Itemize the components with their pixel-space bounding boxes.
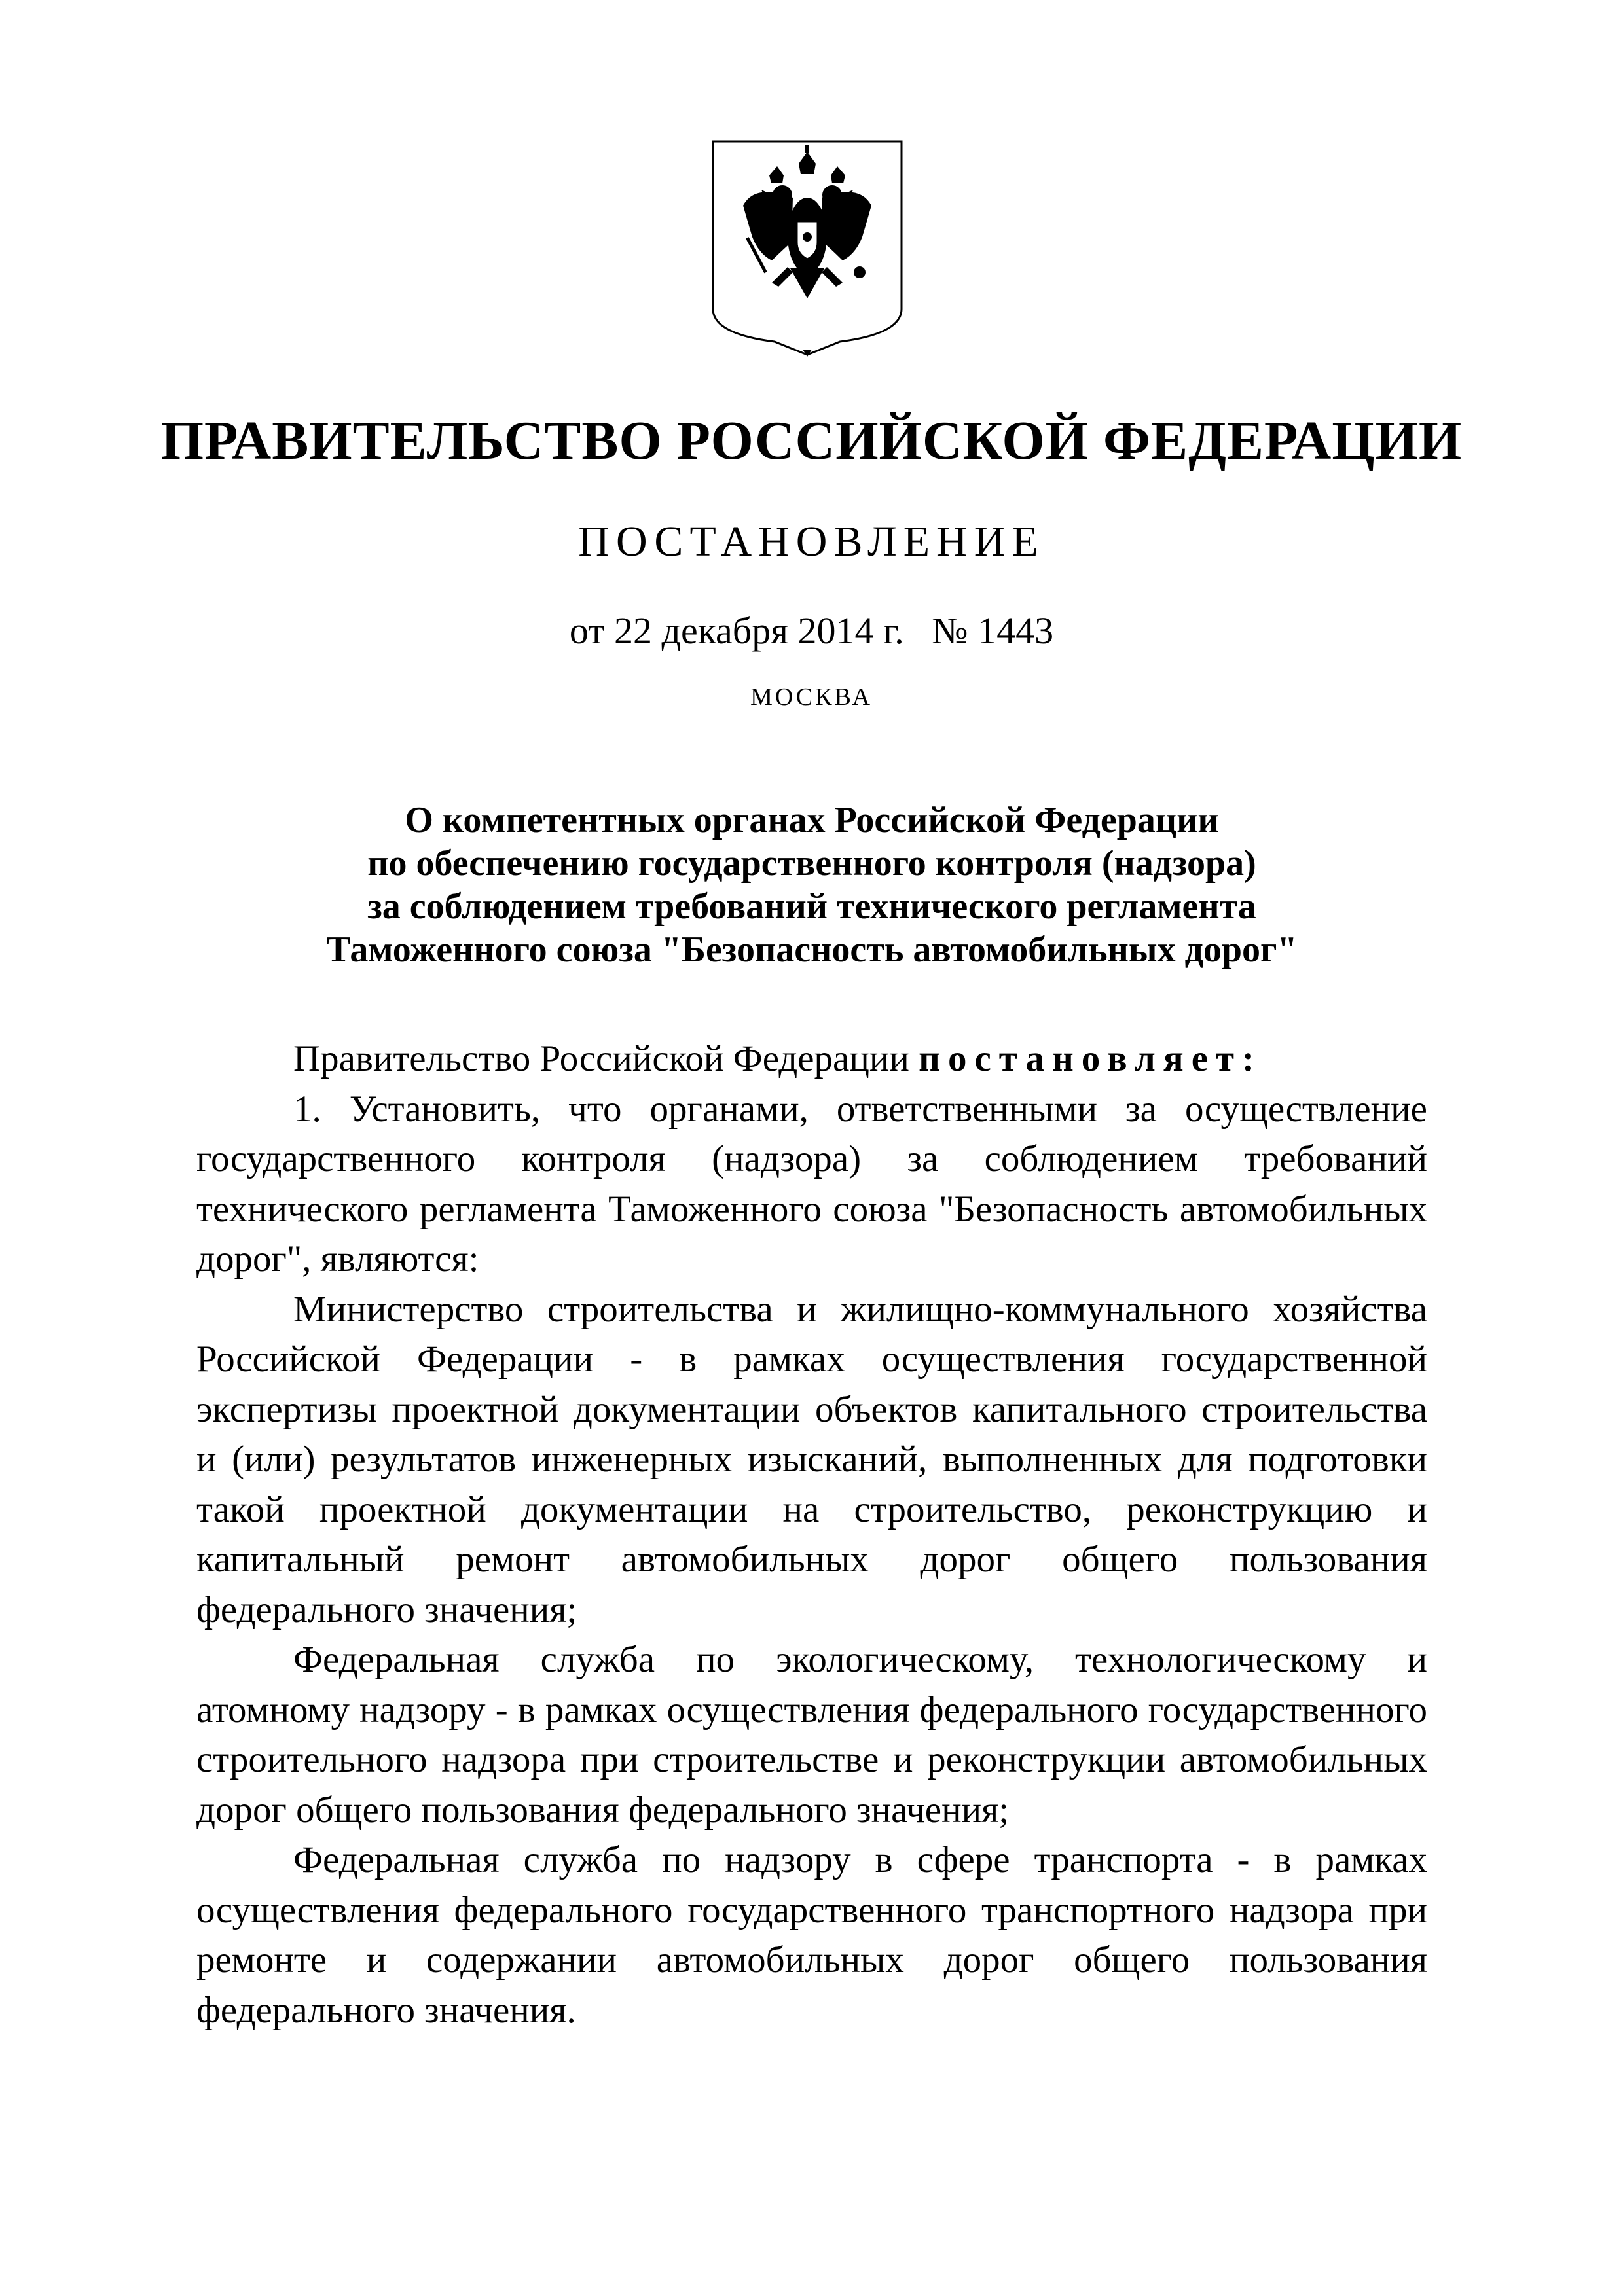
- resolves-word: постановляет:: [919, 1038, 1263, 1079]
- title-line: за соблюдением требований технического регламента: [367, 886, 1256, 927]
- document-body: [196, 1034, 1427, 2036]
- double-headed-eagle-icon: [709, 137, 905, 360]
- document-date: от 22 декабря 2014 г.: [569, 609, 904, 652]
- document-title: [196, 798, 1427, 971]
- document-number: 1443: [977, 609, 1054, 652]
- number-sign: №: [932, 609, 968, 652]
- body-paragraph: Министерство строительства и жилищно-коммунального хозяйства Российской Федерации - в рамках осуществления государственной экспертизы проектной документации объектов капитального строительства и (или) результатов инженерных изысканий, выполненных для подготовки такой проектной документации на строительство, реконструкцию и капитальный ремонт автомобильных дорог общего пользования федерального значения;: [196, 1288, 1427, 1630]
- intro-paragraph: [196, 1034, 1427, 1085]
- city: МОСКВА: [750, 683, 873, 711]
- state-emblem: [709, 137, 905, 360]
- government-name: ПРАВИТЕЛЬСТВО РОССИЙСКОЙ ФЕДЕРАЦИИ: [160, 410, 1463, 471]
- date-number-line: [0, 609, 1623, 653]
- body-paragraph: 1. Установить, что органами, ответственными за осуществление государственного контроля (надзора) за соблюдением требований технического регламента Таможенного союза "Безопасность автомобильных дорог", являются:: [196, 1088, 1427, 1280]
- title-line: Таможенного союза "Безопасность автомобильных дорог": [326, 929, 1298, 970]
- title-line: по обеспечению государственного контроля (надзора): [367, 843, 1256, 884]
- body-paragraph: Федеральная служба по надзору в сфере транспорта - в рамках осуществления федерального государственного транспортного надзора при ремонте и содержании автомобильных дорог общего пользования федерального значения.: [196, 1839, 1427, 2031]
- body-paragraph: Федеральная служба по экологическому, технологическому и атомному надзору - в рамках осуществления федерального государственного строительного надзора при строительстве и реконструкции автомобильных дорог общего пользования федерального значения;: [196, 1639, 1427, 1831]
- intro-text: Правительство Российской Федерации: [293, 1038, 919, 1079]
- document-type: ПОСТАНОВЛЕНИЕ: [578, 518, 1045, 565]
- title-line: О компетентных органах Российской Федерации: [405, 800, 1219, 840]
